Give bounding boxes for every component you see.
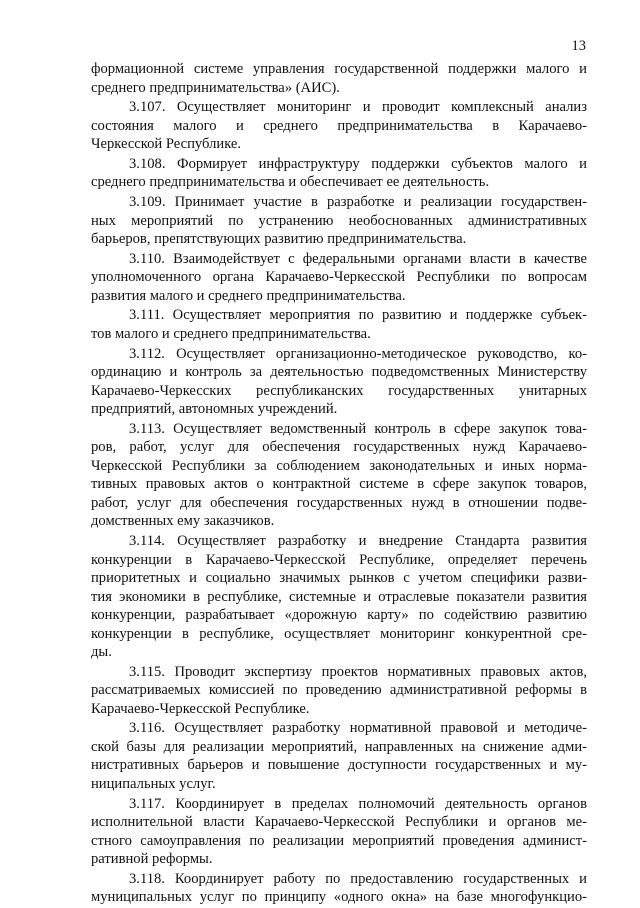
text-line: стного самоуправления по реализации мероприятий проведения админист- bbox=[91, 832, 587, 849]
text-line: предприятий, автономных учреждений. bbox=[91, 401, 338, 418]
text-line: 3.110. Взаимодействует с федеральными органами власти в качестве bbox=[129, 250, 587, 267]
text-line: 3.109. Принимает участие в разработке и реализации государствен- bbox=[129, 194, 587, 211]
text-line: 3.112. Осуществляет организационно-методическое руководство, ко- bbox=[129, 345, 587, 362]
text-line: тов малого и среднего предпринимательства. bbox=[91, 325, 371, 342]
paragraph bbox=[91, 420, 587, 531]
text-line: уполномоченного органа Карачаево-Черкесской Республики по вопросам bbox=[91, 269, 587, 286]
text-line: Черкесской Республики за соблюдением законодательных и иных норма- bbox=[91, 457, 587, 474]
text-line: ды. bbox=[91, 644, 112, 660]
text-line: ративной реформы. bbox=[91, 851, 213, 868]
paragraph bbox=[91, 155, 587, 192]
text-line: тивных правовых актов о контрактной системе в сфере закупок товаров, bbox=[91, 476, 587, 493]
text-line: формационной системе управления государственной поддержки малого и bbox=[91, 61, 587, 77]
text-line: ской базы для реализации мероприятий, направленных на снижение адми- bbox=[91, 738, 587, 755]
text-line: 3.108. Формирует инфраструктуру поддержки субъектов малого и bbox=[129, 155, 587, 172]
paragraph bbox=[91, 663, 587, 719]
text-line: среднего предпринимательства» (АИС). bbox=[91, 79, 340, 96]
paragraph bbox=[91, 60, 587, 97]
paragraph bbox=[91, 306, 587, 343]
text-line: ров, работ, услуг для обеспечения государственных нужд Карачаево- bbox=[91, 439, 587, 456]
text-line: барьеров, препятствующих развитию предпринимательства. bbox=[91, 231, 467, 248]
text-line: ординацию и контроль за деятельностью подведомственных Министерству bbox=[91, 364, 587, 381]
text-line: среднего предпринимательства и обеспечивает ее деятельность. bbox=[91, 174, 490, 191]
text-line: конкуренции в Карачаево-Черкесской Республике, определяет перечень bbox=[91, 551, 587, 568]
paragraph bbox=[91, 345, 587, 419]
text-line: 3.118. Координирует работу по предоставлению государственных и bbox=[129, 870, 587, 887]
paragraph bbox=[91, 98, 587, 154]
text-line: работ, услуг для обеспечения государственных нужд в отношении подве- bbox=[91, 494, 587, 511]
text-line: муниципальных услуг по принципу «одного окна» на базе многофункцио- bbox=[91, 889, 587, 906]
paragraph bbox=[91, 795, 587, 869]
text-line: 3.114. Осуществляет разработку и внедрение Стандарта развития bbox=[129, 533, 587, 549]
text-line: 3.116. Осуществляет разработку нормативной правовой и методиче- bbox=[129, 720, 587, 737]
text-line: приоритетных и социально значимых рынков с учетом специфики разви- bbox=[91, 570, 587, 586]
text-line: нистративных барьеров и повышение доступности государственных и му- bbox=[91, 757, 587, 774]
text-line: рассматриваемых комиссией по проведению административной реформы в bbox=[91, 682, 587, 699]
text-line: Карачаево-Черкесской Республике. bbox=[91, 700, 310, 717]
document-body bbox=[91, 60, 587, 908]
text-line: ных мероприятий по устранению необоснованных административных bbox=[91, 212, 587, 229]
paragraph bbox=[91, 193, 587, 249]
text-line: 3.115. Проводит экспертизу проектов нормативных правовых актов, bbox=[129, 663, 587, 680]
text-line: 3.107. Осуществляет мониторинг и проводит комплексный анализ bbox=[129, 99, 587, 116]
text-line: конкуренции, разрабатывает «дорожную карту» по содействию развитию bbox=[91, 607, 587, 623]
text-line: 3.111. Осуществляет мероприятия по развитию и поддержке субъек- bbox=[129, 307, 587, 324]
text-line: домственных ему заказчиков. bbox=[91, 513, 275, 530]
text-line: тия экономики в республике, системные и отраслевые показатели развития bbox=[91, 588, 587, 605]
page-number: 13 bbox=[571, 38, 586, 54]
text-line: конкуренции в республике, осуществляет мониторинг конкурентной сре- bbox=[91, 625, 587, 642]
text-line: состояния малого и среднего предпринимательства в Карачаево- bbox=[91, 117, 587, 134]
text-line: развития малого и среднего предпринимательства. bbox=[91, 287, 406, 304]
text-line: Карачаево-Черкесских республиканских государственных унитарных bbox=[91, 382, 587, 399]
paragraph bbox=[91, 532, 587, 662]
text-line: исполнительной власти Карачаево-Черкесской Республики и органов ме- bbox=[91, 814, 587, 831]
paragraph bbox=[91, 719, 587, 793]
text-line: 3.117. Координирует в пределах полномочий деятельность органов bbox=[129, 795, 587, 812]
text-line: ниципальных услуг. bbox=[91, 775, 216, 792]
text-line: Черкесской Республике. bbox=[91, 136, 242, 153]
paragraph bbox=[91, 250, 587, 306]
text-line: 3.113. Осуществляет ведомственный контроль в сфере закупок това- bbox=[129, 420, 587, 437]
paragraph bbox=[91, 870, 587, 907]
